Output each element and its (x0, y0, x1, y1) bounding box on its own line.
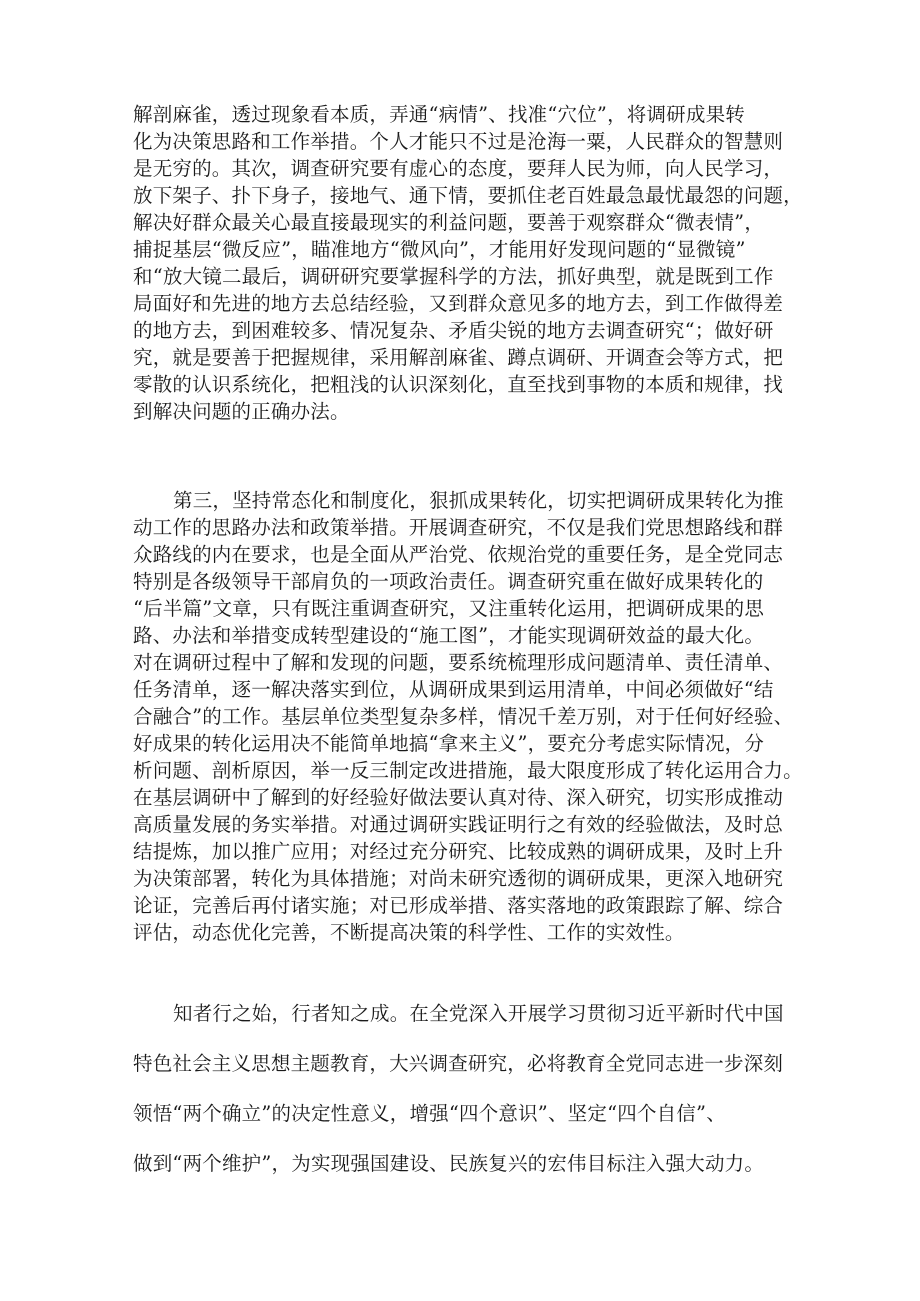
text-line: 解剖麻雀，透过现象看本质，弄通“病情”、找准“穴位”，将调研成果转 (133, 103, 745, 126)
text-line: 知者行之始，行者知之成。在全党深入开展学习贯彻习近平新时代中国 (173, 1002, 784, 1025)
text-line: 特色社会主义思想主题教育，大兴调查研究，必将教育全党同志进一步深刻 (133, 1052, 784, 1075)
text-line: 放下架子、扑下身子，接地气、通下情，要抓住老百姓最急最忧最怨的问题， (133, 184, 803, 207)
text-line: 第三，坚持常态化和制度化，狠抓成果转化，切实把调研成果转化为推 (173, 489, 784, 512)
text-line: 动工作的思路办法和政策举措。开展调查研究，不仅是我们党思想路线和群 (133, 516, 784, 539)
text-line: 做到“两个维护”，为实现强国建设、民族复兴的宏伟目标注入强大动力。 (133, 1152, 765, 1175)
text-line: 是无穷的。其次，调查研究要有虚心的态度，要拜人民为师，向人民学习， (133, 157, 784, 180)
text-line: 结提炼，加以推广应用；对经过充分研究、比较成熟的调研成果，及时上升 (133, 840, 784, 863)
text-line: 捕捉基层“微反应”，瞄准地方“微风向”，才能用好发现问题的“显微镜” (133, 238, 746, 261)
text-line: 高质量发展的务实举措。对通过调研实践证明行之有效的经验做法，及时总 (133, 813, 784, 836)
text-line: 路、办法和举措变成转型建设的“施工图”，才能实现调研效益的最大化。 (133, 624, 765, 647)
text-line: 论证，完善后再付诸实施；对已形成举措、落实落地的政策跟踪了解、综合 (133, 894, 784, 917)
text-line: 究，就是要善于把握规律，采用解剖麻雀、蹲点调研、开调查会等方式，把 (133, 346, 784, 369)
text-line: 局面好和先进的地方去总结经验，又到群众意见多的地方去，到工作做得差 (133, 292, 784, 315)
text-line: 众路线的内在要求，也是全面从严治党、依规治党的重要任务，是全党同志 (133, 543, 784, 566)
text-line: 评估，动态优化完善，不断提高决策的科学性、工作的实效性。 (133, 921, 685, 944)
text-line: 好成果的转化运用决不能简单地搞“拿来主义”，要充分考虑实际情况，分 (133, 732, 765, 755)
text-line: “后半篇”文章，只有既注重调查研究，又注重转化运用，把调研成果的思 (133, 597, 765, 620)
text-line: 到解决问题的正确办法。 (133, 400, 350, 423)
text-line: 为决策部署，转化为具体措施；对尚未研究透彻的调研成果，更深入地研究 (133, 867, 784, 890)
text-line: 的地方去，到困难较多、情况复杂、矛盾尖锐的地方去调查研究“；做好研 (133, 319, 774, 342)
text-line: 任务清单，逐一解决落实到位，从调研成果到运用清单，中间必须做好“结 (133, 678, 774, 701)
text-line: 零散的认识系统化，把粗浅的认识深刻化，直至找到事物的本质和规律，找 (133, 373, 784, 396)
text-line: 和“放大镜二最后，调研研究要掌握科学的方法，抓好典型，就是既到工作 (133, 265, 774, 288)
text-line: 特别是各级领导干部肩负的一项政治责任。调查研究重在做好成果转化的 (133, 570, 764, 593)
text-line: 合融合”的工作。基层单位类型复杂多样，情况千差万别，对于任何好经验、 (133, 705, 794, 728)
text-line: 领悟“两个确立”的决定性意义，增强“四个意识”、坚定“四个自信”、 (133, 1102, 726, 1125)
text-line: 解决好群众最关心最直接最现实的利益问题，要善于观察群众“微表情”， (133, 211, 765, 234)
text-line: 析问题、剖析原因，举一反三制定改进措施，最大限度形成了转化运用合力。 (133, 759, 803, 782)
text-line: 在基层调研中了解到的好经验好做法要认真对待、深入研究，切实形成推动 (133, 786, 784, 809)
text-line: 化为决策思路和工作举措。个人才能只不过是沧海一粟，人民群众的智慧则 (133, 130, 784, 153)
text-line: 对在调研过程中了解和发现的问题，要系统梳理形成问题清单、责任清单、 (133, 651, 784, 674)
